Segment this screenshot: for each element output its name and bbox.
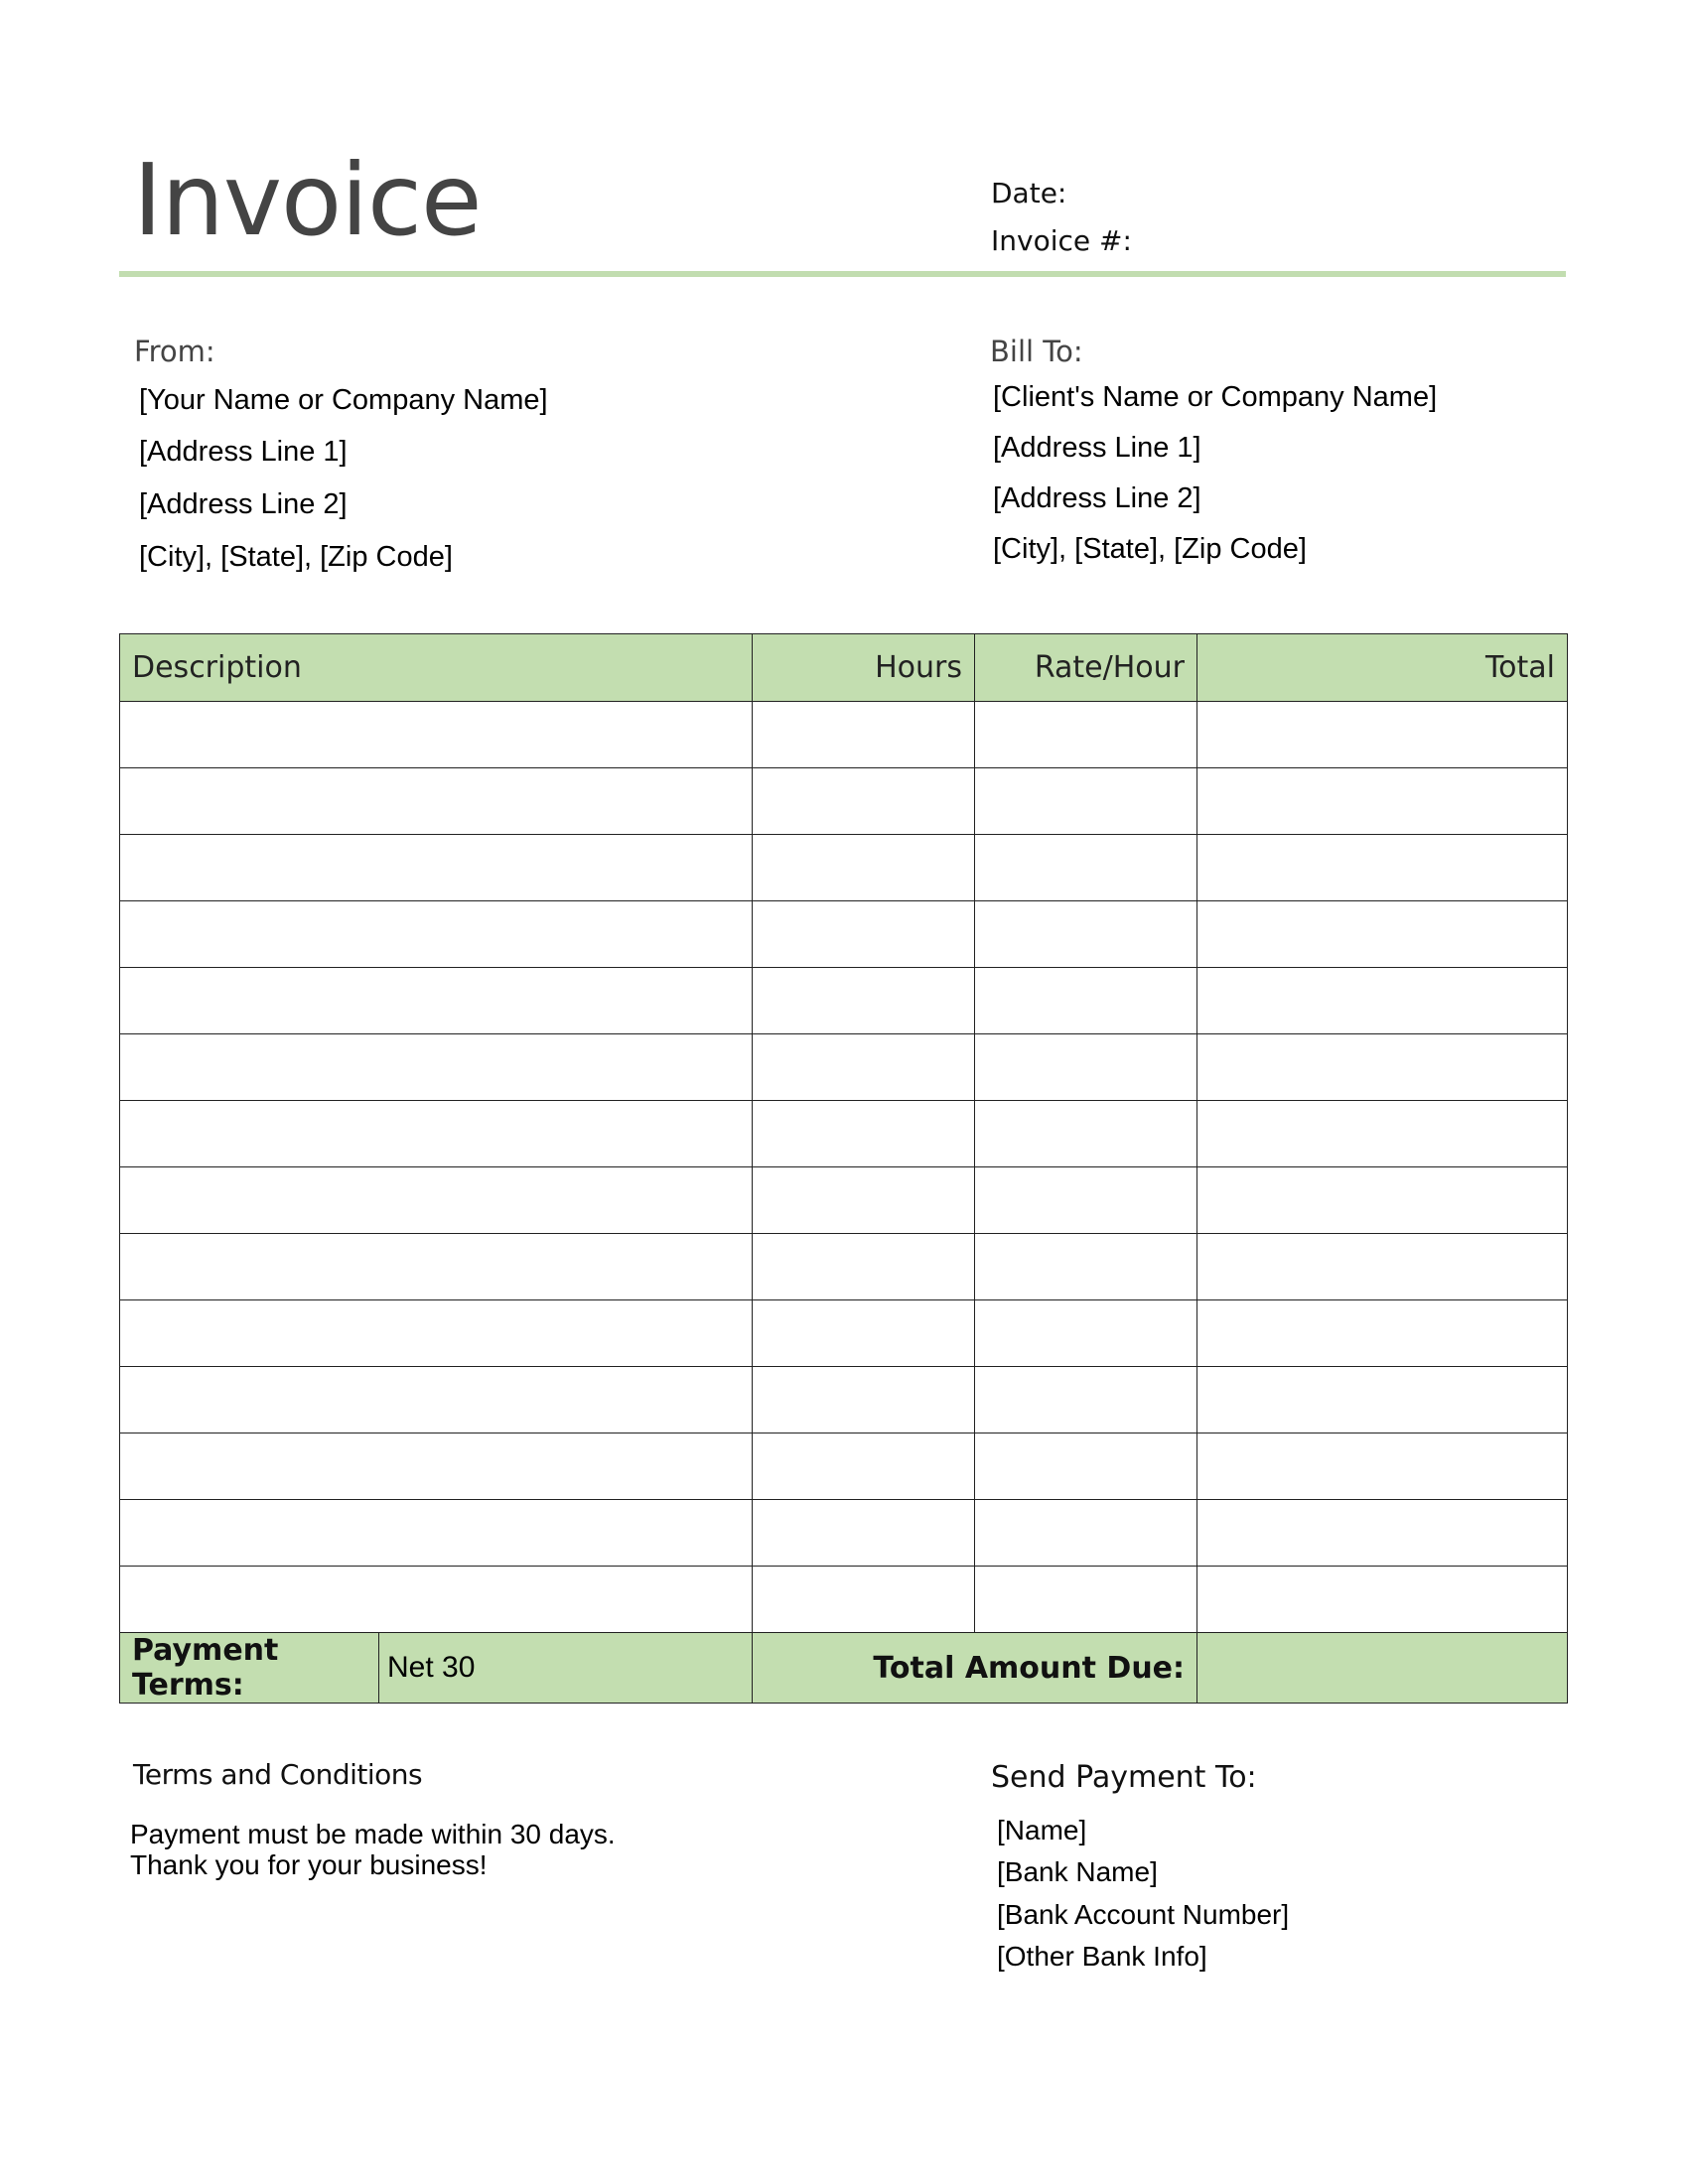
cell-hours[interactable]: [753, 1034, 975, 1101]
cell-total[interactable]: [1197, 1167, 1568, 1234]
cell-description[interactable]: [120, 768, 753, 835]
cell-rate[interactable]: [975, 901, 1197, 968]
payment-terms-value[interactable]: Net 30: [379, 1633, 753, 1704]
table-row: [120, 835, 1568, 901]
cell-hours[interactable]: [753, 702, 975, 768]
invoice-number-label: Invoice #:: [991, 224, 1132, 257]
table-row: [120, 1300, 1568, 1367]
page-title: Invoice: [133, 142, 482, 258]
table-row: [120, 1500, 1568, 1567]
send-payment-heading: Send Payment To:: [991, 1760, 1257, 1795]
cell-total[interactable]: [1197, 901, 1568, 968]
cell-rate[interactable]: [975, 1034, 1197, 1101]
cell-total[interactable]: [1197, 1034, 1568, 1101]
table-row: [120, 1567, 1568, 1633]
cell-rate[interactable]: [975, 1367, 1197, 1433]
cell-rate[interactable]: [975, 1433, 1197, 1500]
cell-rate[interactable]: [975, 1300, 1197, 1367]
from-heading: From:: [134, 335, 215, 368]
send-payment-line-bank-name: [Bank Name]: [997, 1856, 1158, 1887]
table-row: [120, 768, 1568, 835]
column-header-description: Description: [120, 634, 753, 702]
bill-to-line-address-1: [Address Line 1]: [993, 432, 1201, 464]
cell-description[interactable]: [120, 1034, 753, 1101]
payment-terms-label: Payment Terms:: [120, 1633, 379, 1704]
cell-hours[interactable]: [753, 968, 975, 1034]
cell-hours[interactable]: [753, 1367, 975, 1433]
cell-total[interactable]: [1197, 1101, 1568, 1167]
cell-total[interactable]: [1197, 1234, 1568, 1300]
total-due-value[interactable]: [1197, 1633, 1568, 1704]
bill-to-line-name: [Client's Name or Company Name]: [993, 381, 1438, 413]
column-header-hours: Hours: [753, 634, 975, 702]
cell-description[interactable]: [120, 968, 753, 1034]
cell-hours[interactable]: [753, 1433, 975, 1500]
cell-description[interactable]: [120, 901, 753, 968]
send-payment-line-name: [Name]: [997, 1815, 1087, 1845]
table-footer-row: [120, 1633, 1568, 1704]
cell-hours[interactable]: [753, 835, 975, 901]
header-divider: [119, 271, 1566, 277]
table-row: [120, 1433, 1568, 1500]
table-row: [120, 968, 1568, 1034]
table-row: [120, 1167, 1568, 1234]
cell-description[interactable]: [120, 1101, 753, 1167]
cell-hours[interactable]: [753, 1500, 975, 1567]
cell-rate[interactable]: [975, 1101, 1197, 1167]
cell-rate[interactable]: [975, 835, 1197, 901]
cell-total[interactable]: [1197, 1367, 1568, 1433]
cell-total[interactable]: [1197, 1433, 1568, 1500]
cell-rate[interactable]: [975, 1567, 1197, 1633]
from-line-city: [City], [State], [Zip Code]: [139, 541, 453, 573]
from-line-address-1: [Address Line 1]: [139, 436, 348, 468]
cell-description[interactable]: [120, 835, 753, 901]
send-payment-line-other: [Other Bank Info]: [997, 1941, 1207, 1972]
table-row: [120, 1367, 1568, 1433]
cell-total[interactable]: [1197, 968, 1568, 1034]
cell-rate[interactable]: [975, 768, 1197, 835]
send-payment-line-account: [Bank Account Number]: [997, 1899, 1290, 1930]
cell-description[interactable]: [120, 1433, 753, 1500]
cell-hours[interactable]: [753, 901, 975, 968]
cell-description[interactable]: [120, 1500, 753, 1567]
total-due-label: Total Amount Due:: [753, 1633, 1197, 1704]
cell-total[interactable]: [1197, 1567, 1568, 1633]
cell-hours[interactable]: [753, 1567, 975, 1633]
terms-heading: Terms and Conditions: [133, 1758, 423, 1791]
date-label: Date:: [991, 177, 1067, 209]
cell-total[interactable]: [1197, 1300, 1568, 1367]
terms-line-2: Thank you for your business!: [130, 1849, 488, 1880]
cell-hours[interactable]: [753, 1167, 975, 1234]
line-items-table: [119, 633, 1568, 1704]
cell-description[interactable]: [120, 1167, 753, 1234]
bill-to-line-city: [City], [State], [Zip Code]: [993, 533, 1307, 565]
table-header-row: [120, 634, 1568, 702]
cell-rate[interactable]: [975, 968, 1197, 1034]
from-line-address-2: [Address Line 2]: [139, 488, 348, 520]
table-row: [120, 1101, 1568, 1167]
bill-to-line-address-2: [Address Line 2]: [993, 482, 1201, 514]
cell-hours[interactable]: [753, 768, 975, 835]
cell-total[interactable]: [1197, 1500, 1568, 1567]
cell-rate[interactable]: [975, 1500, 1197, 1567]
cell-hours[interactable]: [753, 1300, 975, 1367]
cell-total[interactable]: [1197, 702, 1568, 768]
terms-line-1: Payment must be made within 30 days.: [130, 1819, 616, 1849]
cell-hours[interactable]: [753, 1234, 975, 1300]
cell-rate[interactable]: [975, 1167, 1197, 1234]
bill-to-heading: Bill To:: [990, 335, 1083, 368]
cell-description[interactable]: [120, 1234, 753, 1300]
table-row: [120, 702, 1568, 768]
cell-hours[interactable]: [753, 1101, 975, 1167]
column-header-total: Total: [1197, 634, 1568, 702]
table-row: [120, 1034, 1568, 1101]
cell-description[interactable]: [120, 1367, 753, 1433]
cell-rate[interactable]: [975, 702, 1197, 768]
table-row: [120, 1234, 1568, 1300]
cell-description[interactable]: [120, 702, 753, 768]
table-row: [120, 901, 1568, 968]
cell-description[interactable]: [120, 1567, 753, 1633]
cell-description[interactable]: [120, 1300, 753, 1367]
from-line-name: [Your Name or Company Name]: [139, 384, 548, 416]
column-header-rate: Rate/Hour: [975, 634, 1197, 702]
cell-total[interactable]: [1197, 768, 1568, 835]
cell-rate[interactable]: [975, 1234, 1197, 1300]
cell-total[interactable]: [1197, 835, 1568, 901]
